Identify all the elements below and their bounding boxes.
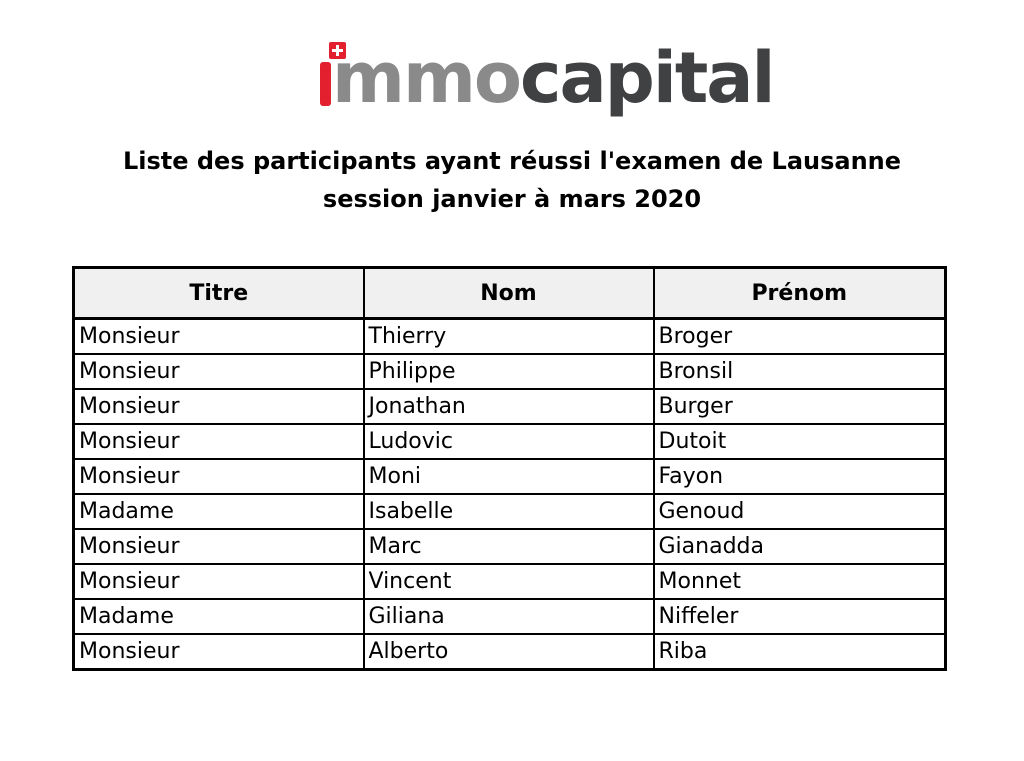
header-prenom: Prénom bbox=[654, 268, 946, 319]
page-title bbox=[0, 142, 1024, 218]
participants-table bbox=[72, 266, 947, 671]
cell-prenom: Monnet bbox=[654, 564, 946, 599]
cell-titre: Madame bbox=[74, 494, 364, 529]
cell-prenom: Niffeler bbox=[654, 599, 946, 634]
cell-titre: Monsieur bbox=[74, 354, 364, 389]
header-nom: Nom bbox=[364, 268, 654, 319]
cell-titre: Monsieur bbox=[74, 634, 364, 670]
cell-titre: Monsieur bbox=[74, 529, 364, 564]
cell-nom: Moni bbox=[364, 459, 654, 494]
table-row bbox=[74, 494, 946, 529]
cell-titre: Monsieur bbox=[74, 459, 364, 494]
table-row bbox=[74, 424, 946, 459]
logo-wordmark bbox=[332, 36, 774, 120]
cell-nom: Giliana bbox=[364, 599, 654, 634]
cell-prenom: Genoud bbox=[654, 494, 946, 529]
cell-prenom: Bronsil bbox=[654, 354, 946, 389]
table-header-row bbox=[74, 268, 946, 319]
title-line-1: Liste des participants ayant réussi l'examen de Lausanne bbox=[122, 147, 902, 175]
cell-prenom: Fayon bbox=[654, 459, 946, 494]
cell-nom: Vincent bbox=[364, 564, 654, 599]
cell-nom: Jonathan bbox=[364, 389, 654, 424]
cell-prenom: Riba bbox=[654, 634, 946, 670]
cell-titre: Monsieur bbox=[74, 564, 364, 599]
cell-nom: Philippe bbox=[364, 354, 654, 389]
cell-nom: Marc bbox=[364, 529, 654, 564]
logo-i-stem bbox=[320, 62, 331, 106]
title-line-2: session janvier à mars 2020 bbox=[322, 185, 702, 213]
cell-nom: Alberto bbox=[364, 634, 654, 670]
cell-titre: Madame bbox=[74, 599, 364, 634]
cell-prenom: Burger bbox=[654, 389, 946, 424]
cell-nom: Isabelle bbox=[364, 494, 654, 529]
cell-titre: Monsieur bbox=[74, 389, 364, 424]
logo-text-dark: capital bbox=[519, 37, 774, 119]
cell-prenom: Broger bbox=[654, 319, 946, 355]
table-row bbox=[74, 459, 946, 494]
table-row bbox=[74, 529, 946, 564]
header-titre: Titre bbox=[74, 268, 364, 319]
cell-prenom: Dutoit bbox=[654, 424, 946, 459]
table-row bbox=[74, 599, 946, 634]
table-row bbox=[74, 564, 946, 599]
cell-prenom: Gianadda bbox=[654, 529, 946, 564]
cell-nom: Thierry bbox=[364, 319, 654, 355]
immocapital-logo bbox=[316, 36, 774, 126]
table-row bbox=[74, 389, 946, 424]
table-row bbox=[74, 354, 946, 389]
logo-text-light: mmo bbox=[332, 37, 520, 119]
cell-titre: Monsieur bbox=[74, 319, 364, 355]
table-row bbox=[74, 319, 946, 355]
cell-titre: Monsieur bbox=[74, 424, 364, 459]
cell-nom: Ludovic bbox=[364, 424, 654, 459]
table-row bbox=[74, 634, 946, 670]
